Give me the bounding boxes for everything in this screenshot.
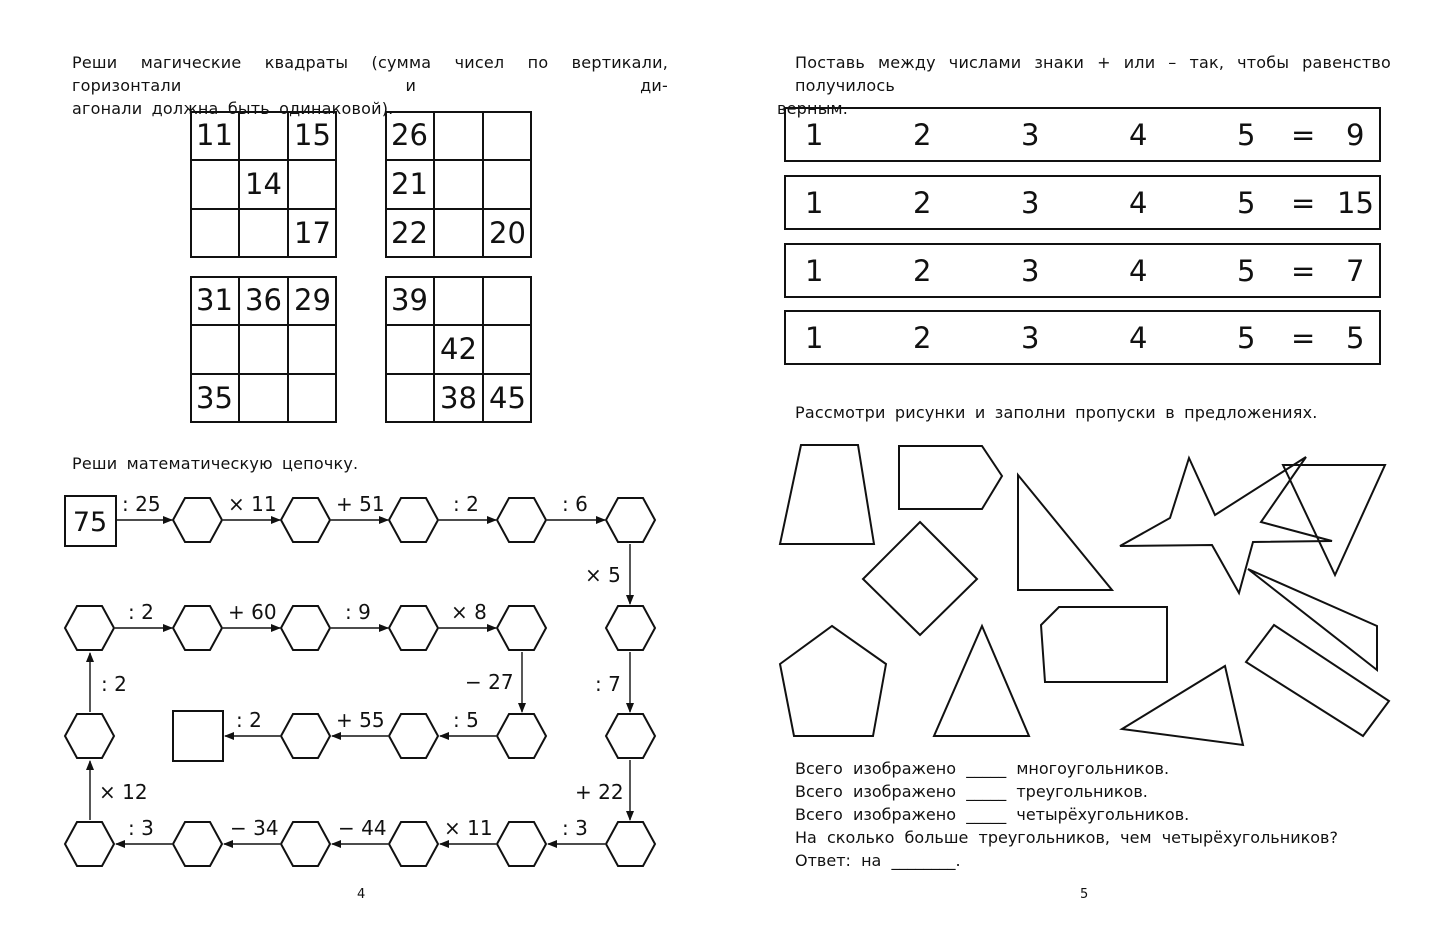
chain-op: + 51 (336, 492, 385, 516)
magic-cell[interactable] (239, 209, 288, 258)
page-number-right: 5 (1080, 887, 1089, 902)
chain-op: − 44 (338, 816, 387, 840)
magic-cell[interactable]: 39 (391, 283, 428, 317)
rhombus-shape (863, 522, 977, 635)
chain-op: : 9 (345, 600, 371, 624)
chain-hexagon[interactable] (606, 498, 655, 542)
magic-instruction-line2: агонали должна быть одинаковой). (72, 99, 394, 118)
chain-op: × 12 (99, 780, 148, 804)
magic-cell[interactable]: 35 (196, 381, 233, 415)
chain-hexagon[interactable] (65, 714, 114, 758)
chain-op: : 6 (562, 492, 588, 516)
chain-op: : 3 (562, 816, 588, 840)
chain-op: : 2 (236, 708, 262, 732)
equation-number: 3 (1021, 186, 1040, 220)
chain-op: + 55 (336, 708, 385, 732)
magic-cell[interactable] (288, 374, 337, 423)
magic-cell[interactable] (190, 160, 239, 209)
magic-cell[interactable]: 15 (294, 118, 331, 152)
pentagon-shape (780, 626, 886, 736)
pentagon-arrow-shape (899, 446, 1002, 509)
obtuse-triangle-shape (1248, 569, 1377, 670)
chain-hexagon[interactable] (65, 822, 114, 866)
parallelogram-shape (1246, 625, 1389, 736)
chain-op: + 60 (228, 600, 277, 624)
chain-op: × 8 (451, 600, 487, 624)
magic-cell[interactable]: 31 (196, 283, 233, 317)
magic-cell[interactable] (483, 111, 532, 160)
chain-op: : 25 (122, 492, 161, 516)
chain-hexagon[interactable] (281, 822, 330, 866)
cut-rectangle-shape (1041, 607, 1167, 682)
equation-number: 2 (913, 254, 932, 288)
equals-sign: = (1291, 254, 1316, 288)
magic-cell[interactable]: 20 (489, 216, 526, 250)
signs-instruction-line1: Поставь между числами знаки + или – так, чтобы равенство получилось (795, 53, 1391, 95)
chain-hexagon[interactable] (606, 822, 655, 866)
equation-number: 1 (805, 254, 824, 288)
chain-hexagon[interactable] (497, 714, 546, 758)
magic-cell[interactable] (434, 276, 483, 325)
magic-cell[interactable]: 17 (294, 216, 331, 250)
chain-op: × 11 (228, 492, 277, 516)
magic-cell[interactable] (288, 160, 337, 209)
magic-cell[interactable] (434, 209, 483, 258)
triangle-down-shape (1283, 465, 1385, 575)
magic-square-3 (190, 276, 337, 423)
magic-cell[interactable] (239, 325, 288, 374)
equation-number: 5 (1237, 254, 1256, 288)
magic-cell[interactable]: 45 (489, 381, 526, 415)
equation-box (784, 243, 1381, 298)
chain-hexagon[interactable] (389, 498, 438, 542)
equation-number: 4 (1129, 186, 1148, 220)
magic-cell[interactable] (483, 160, 532, 209)
chain-op: + 22 (575, 780, 624, 804)
magic-cell[interactable] (385, 374, 434, 423)
equation-box (784, 107, 1381, 162)
scalene-triangle-shape (1122, 666, 1243, 745)
magic-cell[interactable] (434, 160, 483, 209)
chain-op: × 5 (585, 563, 621, 587)
magic-cell[interactable]: 42 (440, 332, 477, 366)
magic-square-2 (385, 111, 532, 258)
equation-number: 4 (1129, 254, 1148, 288)
shapes-instruction: Рассмотри рисунки и заполни пропуски в предложениях. (795, 403, 1318, 422)
equation-number: 5 (1237, 186, 1256, 220)
magic-cell[interactable] (288, 325, 337, 374)
magic-cell[interactable]: 11 (196, 118, 233, 152)
chain-op: : 2 (101, 672, 127, 696)
chain-op: − 34 (230, 816, 279, 840)
magic-cell[interactable]: 36 (245, 283, 282, 317)
equals-sign: = (1291, 118, 1316, 152)
question-triangles: Всего изображено _____ треугольников. (795, 782, 1148, 801)
chain-hexagon[interactable] (281, 498, 330, 542)
chain-hexagon[interactable] (606, 714, 655, 758)
magic-cell[interactable] (239, 374, 288, 423)
chain-hexagon[interactable] (173, 822, 222, 866)
equation-number: 3 (1021, 254, 1040, 288)
chain-hexagon[interactable] (173, 606, 222, 650)
equation-result: 9 (1346, 118, 1365, 152)
magic-square-1 (190, 111, 337, 258)
equation-result: 7 (1346, 254, 1365, 288)
answer-line[interactable]: Ответ: на ________. (795, 851, 961, 870)
magic-cell[interactable]: 21 (391, 167, 428, 201)
equation-number: 1 (805, 321, 824, 355)
chain-hexagon[interactable] (497, 498, 546, 542)
magic-cell[interactable] (190, 209, 239, 258)
equation-box (784, 310, 1381, 365)
equation-number: 2 (913, 186, 932, 220)
magic-cell[interactable] (483, 325, 532, 374)
chain-op: : 2 (453, 492, 479, 516)
chain-start-value: 75 (72, 507, 108, 538)
equation-number: 2 (913, 118, 932, 152)
equation-number: 4 (1129, 118, 1148, 152)
equation-number: 1 (805, 118, 824, 152)
magic-cell[interactable]: 14 (245, 167, 282, 201)
equation-box (784, 175, 1381, 230)
question-difference: На сколько больше треугольников, чем четырёхугольников? (795, 828, 1338, 847)
question-polygons: Всего изображено _____ многоугольников. (795, 759, 1170, 778)
chain-hexagon[interactable] (497, 822, 546, 866)
chain-hexagon[interactable] (606, 606, 655, 650)
chain-hexagon[interactable] (389, 822, 438, 866)
chain-op: : 7 (595, 672, 621, 696)
equation-number: 5 (1237, 321, 1256, 355)
right-triangle-shape (1018, 475, 1112, 590)
magic-cell[interactable]: 29 (294, 283, 331, 317)
page-number-left: 4 (357, 887, 366, 902)
equals-sign: = (1291, 186, 1316, 220)
chain-op: : 2 (128, 600, 154, 624)
equation-number: 3 (1021, 321, 1040, 355)
magic-cell[interactable] (385, 325, 434, 374)
equation-result: 5 (1346, 321, 1365, 355)
chain-op: : 3 (128, 816, 154, 840)
magic-cell[interactable]: 38 (440, 381, 477, 415)
chain-hexagon[interactable] (173, 498, 222, 542)
magic-cell[interactable] (190, 325, 239, 374)
chain-hexagon[interactable] (389, 606, 438, 650)
equation-number: 2 (913, 321, 932, 355)
question-quadrilaterals: Всего изображено _____ четырёхугольников. (795, 805, 1190, 824)
star-shape (1120, 457, 1332, 593)
magic-cell[interactable] (483, 276, 532, 325)
magic-cell[interactable] (239, 111, 288, 160)
chain-hexagon[interactable] (281, 606, 330, 650)
chain-hexagon[interactable] (65, 606, 114, 650)
trapezoid-shape (780, 445, 874, 544)
equation-number: 1 (805, 186, 824, 220)
magic-cell[interactable] (434, 111, 483, 160)
magic-squares-instruction (72, 51, 668, 120)
chain-op: × 11 (444, 816, 493, 840)
chain-hexagon[interactable] (497, 606, 546, 650)
magic-cell[interactable]: 26 (391, 118, 428, 152)
chain-hexagon[interactable] (389, 714, 438, 758)
isosceles-triangle-shape (934, 626, 1029, 736)
shapes-figure (770, 430, 1410, 770)
equation-number: 5 (1237, 118, 1256, 152)
magic-square-4 (385, 276, 532, 423)
chain-hexagon[interactable] (281, 714, 330, 758)
chain-instruction: Реши математическую цепочку. (72, 454, 359, 473)
equation-number: 3 (1021, 118, 1040, 152)
chain-op: − 27 (465, 670, 514, 694)
magic-cell[interactable]: 22 (391, 216, 428, 250)
equation-result: 15 (1337, 186, 1374, 220)
chain-end-box[interactable] (173, 711, 223, 761)
magic-instruction-line1: Реши магические квадраты (сумма чисел по вертикали, горизонтали и ди- (72, 53, 668, 95)
chain-op: : 5 (453, 708, 479, 732)
equation-number: 4 (1129, 321, 1148, 355)
equals-sign: = (1291, 321, 1316, 355)
math-chain (40, 480, 680, 880)
signs-instruction-line2: верным. (777, 99, 849, 118)
